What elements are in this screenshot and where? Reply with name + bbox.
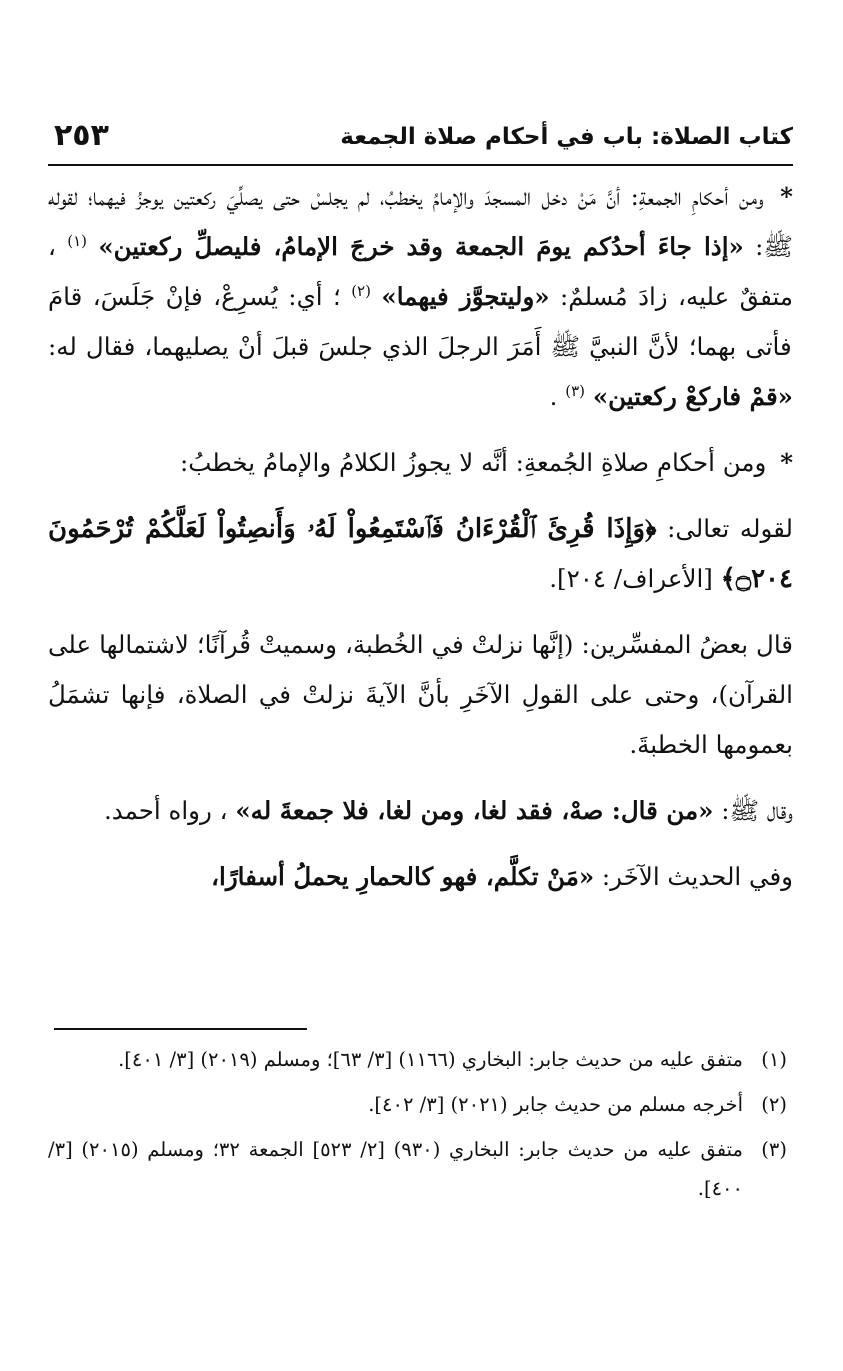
footnote-number: (٣) xyxy=(761,1138,787,1161)
hadith-quote: «وليتجوَّز فيهما» xyxy=(381,282,550,311)
footnote-text: أخرجه مسلم من حديث جابر (٢٠٢١) [٣/ ٤٠٢]. xyxy=(368,1093,743,1116)
verse-reference: [الأعراف/ ٢٠٤]. xyxy=(549,564,713,593)
hadith-quote: «من قال: صهْ، فقد لغا، ومن لغا، فلا جمعةَ له» xyxy=(235,796,714,825)
paragraph-hadith-sah xyxy=(48,786,793,836)
paragraph-commentators xyxy=(48,620,793,770)
hadith-quote: «مَنْ تكلَّم، فهو كالحمارِ يحملُ أسفارًا، xyxy=(211,862,595,891)
paragraph-quran-verse xyxy=(48,504,793,604)
footnotes xyxy=(48,1040,787,1208)
paragraph-text: قال بعضُ المفسِّرين: (إنَّها نزلتْ في الخُطبة، وسميتْ قُرآنًا؛ لاشتمالها على القرآن)، وحتى على القولِ الآخَرِ بأنَّ الآيةَ نزلتْ في الصلاة، فإنها تشمَلُ بعمومها الخطبةَ. xyxy=(48,630,793,759)
paragraph-text: ومن أحكامِ الجمعةِ: أنَّ مَنْ دخل المسجدَ والإمامُ يخطبُ، لم يجلسْ حتى يصلِّيَ ركعتين يوجزُ فيهما؛ لقوله ﷺ: xyxy=(48,182,793,261)
paragraph-no-talking xyxy=(48,438,793,488)
paragraph-text: لقوله تعالى: xyxy=(656,514,793,543)
paragraph-friday-greeting-prayer xyxy=(48,172,793,422)
asterisk-marker: * xyxy=(780,448,793,477)
footnote-item xyxy=(48,1130,787,1208)
footnote-ref: (١) xyxy=(67,231,88,250)
footnote-divider xyxy=(54,1028,307,1030)
footnote-number: (٢) xyxy=(761,1093,787,1116)
paragraph-text: وفي الحديث الآخَر: xyxy=(594,862,793,891)
page-header xyxy=(48,118,793,166)
paragraph-text: ، رواه أحمد. xyxy=(103,796,228,825)
paragraph-text: ؛ أي: يُسرِعْ، فإنْ جَلَسَ، قامَ فأتى بهما؛ لأنَّ النبيَّ ﷺ أَمَرَ الرجلَ الذي جلسَ قبلَ أنْ يصليهما، فقال له: xyxy=(48,282,792,361)
footnote-item xyxy=(48,1085,787,1124)
footnote-ref: (٣) xyxy=(565,381,586,400)
running-title: كتاب الصلاة: باب في أحكام صلاة الجمعة xyxy=(340,124,793,150)
main-text xyxy=(48,172,793,902)
footnote-item xyxy=(48,1040,787,1079)
quran-verse: ﴿وَإِذَا قُرِئَ ٱلْقُرْءَانُ فَٱسْتَمِعُواْ لَهُۥ وَأَنصِتُواْ لَعَلَّكُمْ تُرْحَمُونَ ۝٢٠٤﴾ xyxy=(48,514,793,594)
page-number: ٢٥٣ xyxy=(54,118,109,153)
footnote-ref: (٢) xyxy=(351,281,371,300)
paragraph-text: ، متفقٌ عليه، زادَ مُسلمٌ: xyxy=(48,232,793,311)
paragraph-text: وقال ﷺ: xyxy=(713,796,793,825)
footnote-number: (١) xyxy=(761,1048,787,1071)
paragraph-other-hadith xyxy=(48,852,793,902)
paragraph-text: . xyxy=(549,382,558,411)
footnote-text: متفق عليه من حديث جابر: البخاري (١١٦٦) [٣/ ٦٣]؛ ومسلم (٢٠١٩) [٣/ ٤٠١]. xyxy=(118,1048,743,1071)
hadith-quote: «إذا جاءَ أحدُكم يومَ الجمعة وقد خرجَ الإمامُ، فليصلِّ ركعتين» xyxy=(98,232,744,261)
hadith-quote: «قمْ فاركعْ ركعتين» xyxy=(592,382,793,411)
footnote-text: متفق عليه من حديث جابر: البخاري (٩٣٠) [٢/ ٥٢٣] الجمعة ٣٢؛ ومسلم (٢٠١٥) [٣/ ٤٠٠]. xyxy=(48,1138,743,1200)
asterisk-marker: * xyxy=(780,182,793,211)
paragraph-text: ومن أحكامِ صلاةِ الجُمعةِ: أنَّه لا يجوزُ الكلامُ والإمامُ يخطبُ: xyxy=(180,448,767,477)
